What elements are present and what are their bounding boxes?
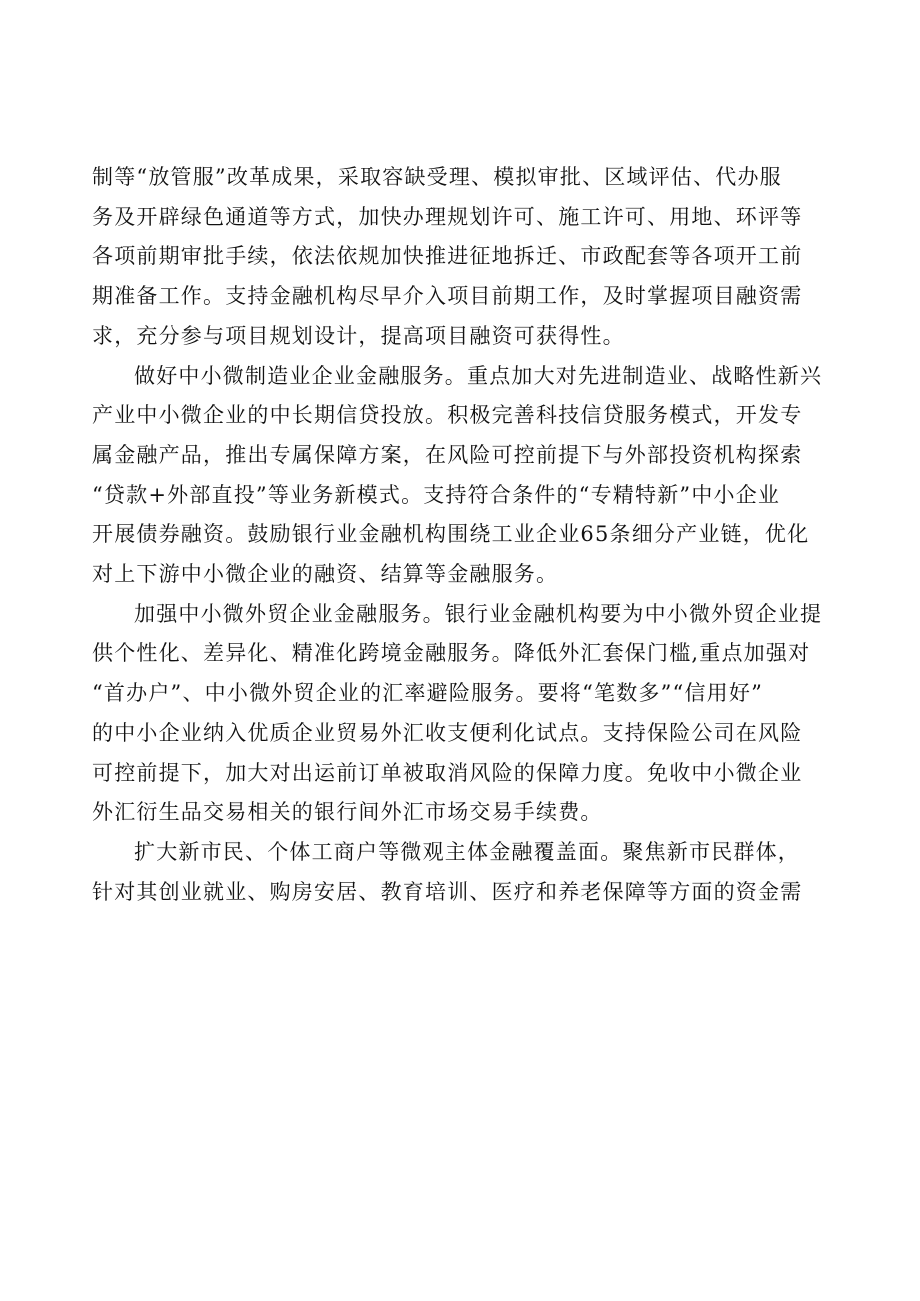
paragraph-1	[92, 158, 848, 357]
text-line: 加强中小微外贸企业金融服务。银行业金融机构要为中小微外贸企业提	[134, 601, 823, 626]
text-line: 求，充分参与项目规划设计，提高项目融资可获得性。	[92, 323, 625, 348]
text-line: 做好中小微制造业企业金融服务。重点加大对先进制造业、战略性新兴	[134, 363, 823, 388]
paragraph-3	[92, 595, 848, 833]
text-line: 属金融产品，推出专属保障方案，在风险可控前提下与外部投资机构探索	[92, 442, 803, 467]
paragraph-4	[92, 833, 848, 912]
document-body	[92, 158, 848, 912]
paragraph-2	[92, 357, 848, 595]
text-line: 对上下游中小微企业的融资、结算等金融服务。	[92, 562, 559, 587]
text-line: “首办户”、中小微外贸企业的汇率避险服务。要将“笔数多”“信用好”	[92, 681, 764, 706]
text-line: 的中小企业纳入优质企业贸易外汇收支便利化试点。支持保险公司在风险	[92, 720, 803, 745]
text-line: 产业中小微企业的中长期信贷投放。积极完善科技信贷服务模式，开发专	[92, 403, 803, 428]
text-line: 各项前期审批手续，依法依规加快推进征地拆迁、市政配套等各项开工前	[92, 244, 803, 269]
text-line: 可控前提下，加大对出运前订单被取消风险的保障力度。免收中小微企业	[92, 760, 803, 785]
text-line: 开展债券融资。鼓励银行业金融机构围绕工业企业65条细分产业链，优化	[92, 522, 810, 547]
text-line: 外汇衍生品交易相关的银行间外汇市场交易手续费。	[92, 800, 603, 825]
text-line: “贷款+外部直投”等业务新模式。支持符合条件的“专精特新”中小企业	[92, 482, 781, 507]
text-line: 期准备工作。支持金融机构尽早介入项目前期工作，及时掌握项目融资需	[92, 284, 803, 309]
text-line: 制等“放管服”改革成果，采取容缺受理、模拟审批、区域评估、代办服	[92, 165, 782, 189]
text-line: 针对其创业就业、购房安居、教育培训、医疗和养老保障等方面的资金需	[92, 879, 803, 904]
text-line: 供个性化、差异化、精准化跨境金融服务。降低外汇套保门槛,重点加强对	[92, 641, 811, 666]
text-line: 扩大新市民、个体工商户等微观主体金融覆盖面。聚焦新市民群体，	[134, 839, 800, 864]
text-line: 务及开辟绿色通道等方式，加快办理规划许可、施工许可、用地、环评等	[92, 204, 803, 229]
